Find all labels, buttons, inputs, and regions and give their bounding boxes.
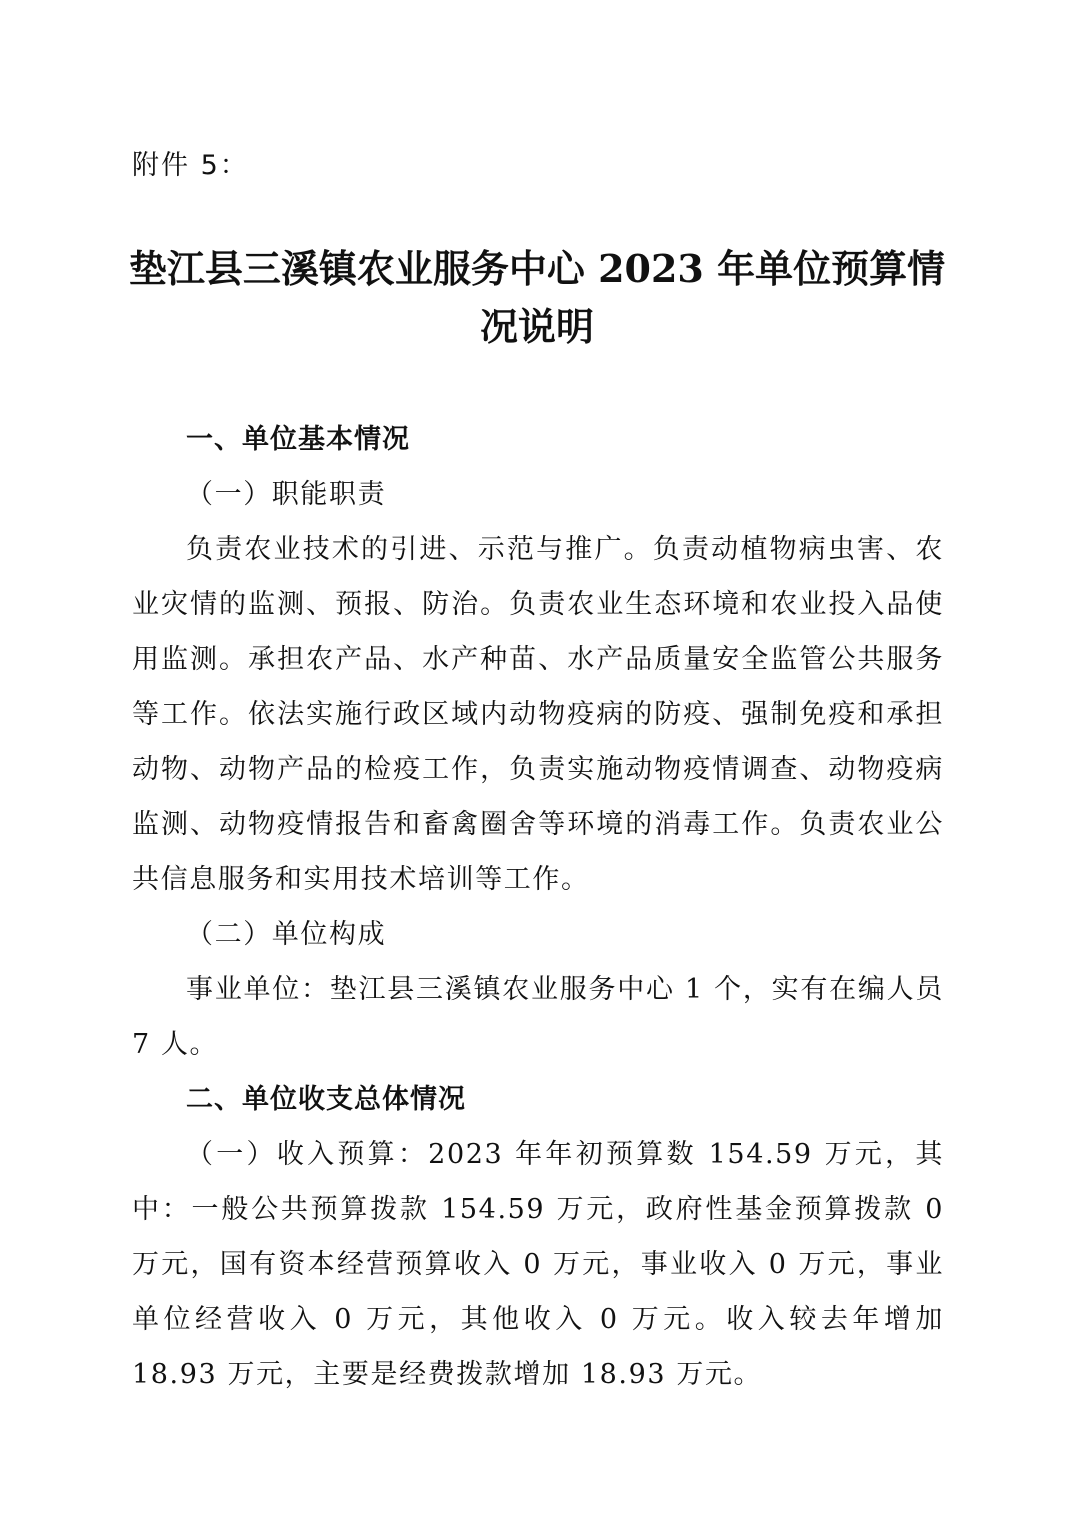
section-heading-basic-info: 一、单位基本情况 (186, 424, 410, 455)
paragraph-duties: 负责农业技术的引进、示范与推广。负责动植物病虫害、农业灾情的监测、预报、防治。负责农业生态环境和农业投入品使用监测。承担农产品、水产种苗、水产品质量安全监管公共服务等工作。依法实施行政区域内动物疫病的防疫、强制免疫和承担动物、动物产品的检疫工作，负责实施动物疫情调查、动物疫病监测、动物疫情报告和畜禽圈舍等环境的消毒工作。负责农业公共信息服务和实用技术培训等工作。 (132, 534, 944, 895)
subsection-heading-composition: （二）单位构成 (186, 919, 387, 950)
document-title-line-1: 垫江县三溪镇农业服务中心 2023 年单位预算情 (128, 246, 946, 291)
attachment-label: 附件 5： (132, 150, 249, 181)
section-heading-budget-overview: 二、单位收支总体情况 (186, 1084, 466, 1115)
subsection-heading-duties: （一）职能职责 (186, 479, 387, 510)
document-title-line-2: 况说明 (479, 304, 594, 349)
document-title (128, 240, 946, 356)
paragraph-composition: 事业单位：垫江县三溪镇农业服务中心 1 个，实有在编人员 7 人。 (132, 974, 944, 1060)
paragraph-income-budget: （一）收入预算：2023 年年初预算数 154.59 万元，其中：一般公共预算拨款 154.59 万元，政府性基金预算拨款 0 万元，国有资本经营预算收入 0 万元，事业收入 0 万元，事业单位经营收入 0 万元，其他收入 0 万元。收入较去年增加 18.93 万元，主要是经费拨款增加 18.93 万元。 (132, 1139, 944, 1390)
document-body (132, 412, 944, 1402)
